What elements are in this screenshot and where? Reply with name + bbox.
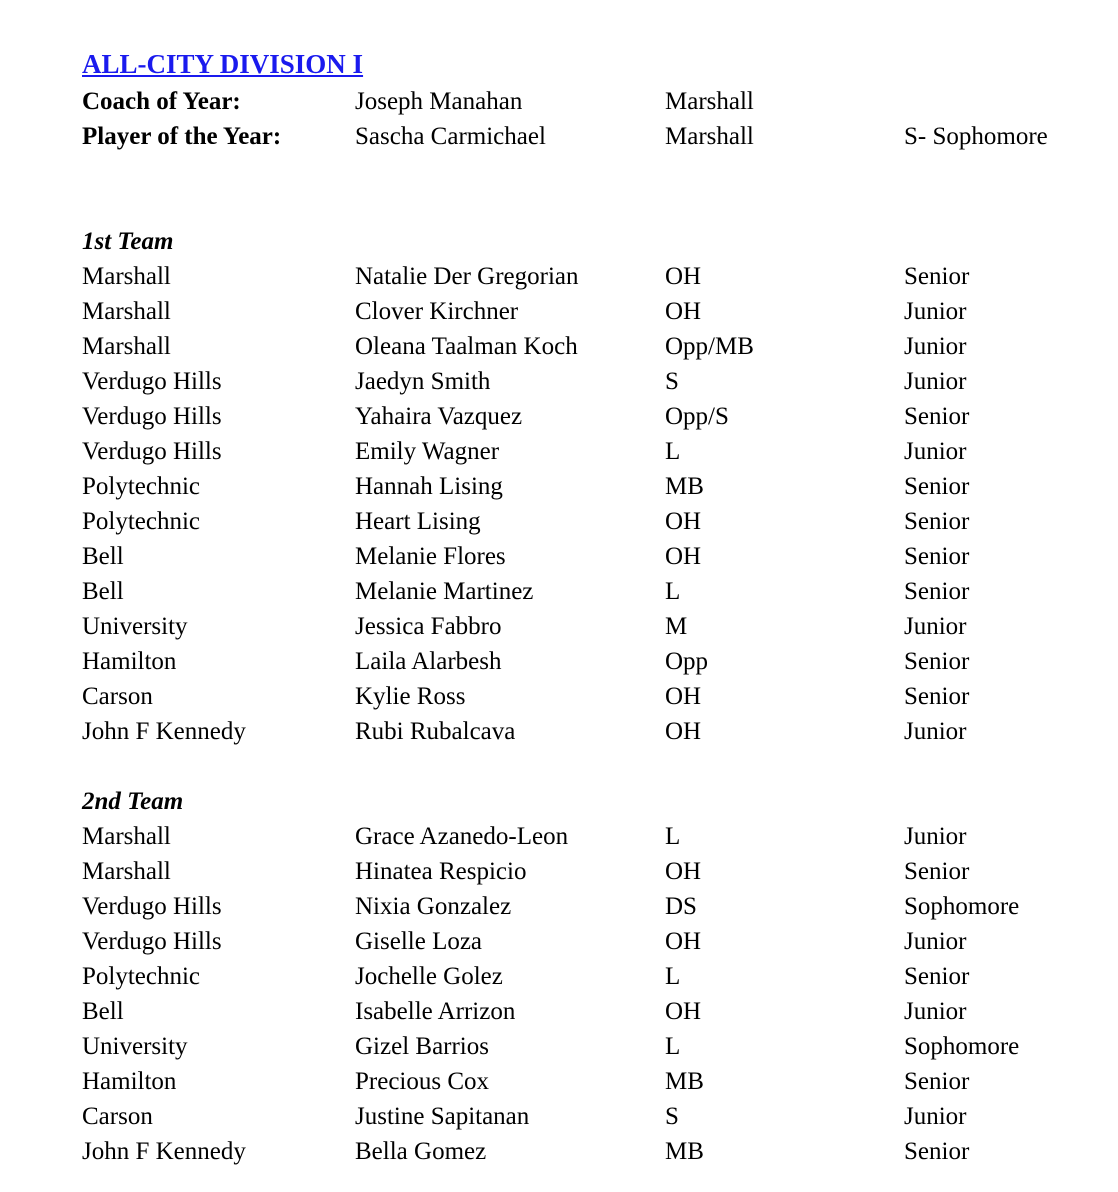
player-row (82, 714, 1082, 749)
player-position: OH (665, 928, 702, 955)
player-school: Marshall (82, 298, 171, 325)
spacer (82, 749, 1082, 784)
player-row (82, 679, 1082, 714)
page-title-link[interactable]: ALL-CITY DIVISION I (82, 49, 364, 79)
player-row (82, 819, 1082, 854)
player-year: Senior (904, 403, 970, 430)
player-row (82, 1134, 1082, 1169)
player-name: Nixia Gonzalez (355, 893, 512, 920)
player-name: Jaedyn Smith (355, 368, 491, 395)
player-row (82, 399, 1082, 434)
player-position: OH (665, 718, 702, 745)
player-year: Junior (904, 613, 967, 640)
player-year: Junior (904, 1103, 967, 1130)
player-position: S (665, 1103, 679, 1130)
player-name: Giselle Loza (355, 928, 483, 955)
player-school: Marshall (82, 858, 171, 885)
player-school: Bell (82, 578, 124, 605)
player-row (82, 434, 1082, 469)
player-year: Senior (904, 1138, 970, 1165)
player-school: Bell (82, 543, 124, 570)
player-position: MB (665, 473, 704, 500)
player-school: Polytechnic (82, 508, 201, 535)
player-name: Hannah Lising (355, 473, 503, 500)
player-school: Marshall (82, 333, 171, 360)
player-row (82, 469, 1082, 504)
player-position: L (665, 1033, 681, 1060)
player-row (82, 924, 1082, 959)
player-name: Rubi Rubalcava (355, 718, 516, 745)
award-name: Sascha Carmichael (355, 123, 546, 150)
player-name: Bella Gomez (355, 1138, 487, 1165)
player-year: Senior (904, 648, 970, 675)
player-year: Junior (904, 718, 967, 745)
player-year: Senior (904, 963, 970, 990)
player-row (82, 644, 1082, 679)
player-school: John F Kennedy (82, 1138, 246, 1165)
player-name: Isabelle Arrizon (355, 998, 516, 1025)
player-position: OH (665, 298, 702, 325)
player-name: Jochelle Golez (355, 963, 503, 990)
award-school: Marshall (665, 88, 754, 115)
player-position: Opp (665, 648, 709, 675)
player-year: Senior (904, 508, 970, 535)
player-name: Natalie Der Gregorian (355, 263, 579, 290)
player-position: Opp/S (665, 403, 729, 430)
player-row (82, 539, 1082, 574)
player-school: Marshall (82, 823, 171, 850)
player-name: Oleana Taalman Koch (355, 333, 578, 360)
player-row (82, 294, 1082, 329)
player-school: University (82, 613, 188, 640)
player-school: University (82, 1033, 188, 1060)
player-name: Kylie Ross (355, 683, 466, 710)
player-name: Gizel Barrios (355, 1033, 489, 1060)
team-heading: 2nd Team (82, 788, 184, 815)
award-row (82, 84, 1082, 119)
player-row (82, 1099, 1082, 1134)
player-school: Marshall (82, 263, 171, 290)
player-name: Jessica Fabbro (355, 613, 502, 640)
player-school: Verdugo Hills (82, 928, 222, 955)
player-row (82, 1064, 1082, 1099)
player-year: Sophomore (904, 1033, 1020, 1060)
player-position: OH (665, 543, 702, 570)
player-position: L (665, 578, 681, 605)
player-name: Grace Azanedo-Leon (355, 823, 569, 850)
player-position: L (665, 963, 681, 990)
player-school: John F Kennedy (82, 718, 246, 745)
player-name: Melanie Martinez (355, 578, 534, 605)
player-row (82, 504, 1082, 539)
player-school: Verdugo Hills (82, 368, 222, 395)
player-year: Senior (904, 683, 970, 710)
player-position: Opp/MB (665, 333, 754, 360)
player-year: Junior (904, 438, 967, 465)
player-row (82, 364, 1082, 399)
player-year: Junior (904, 298, 967, 325)
player-name: Laila Alarbesh (355, 648, 502, 675)
player-position: DS (665, 893, 697, 920)
player-year: Sophomore (904, 893, 1020, 920)
player-school: Hamilton (82, 1068, 177, 1095)
teams-container (82, 224, 1082, 1169)
player-year: Junior (904, 823, 967, 850)
player-year: Junior (904, 368, 967, 395)
player-year: Senior (904, 1068, 970, 1095)
award-row (82, 119, 1082, 154)
player-position: S (665, 368, 679, 395)
player-row (82, 329, 1082, 364)
player-year: Senior (904, 858, 970, 885)
team-section (82, 224, 1082, 749)
player-row (82, 609, 1082, 644)
player-position: MB (665, 1138, 704, 1165)
player-name: Emily Wagner (355, 438, 500, 465)
player-row (82, 994, 1082, 1029)
player-position: OH (665, 683, 702, 710)
player-school: Polytechnic (82, 963, 201, 990)
award-label: Coach of Year: (82, 88, 241, 115)
player-name: Melanie Flores (355, 543, 506, 570)
player-year: Senior (904, 543, 970, 570)
player-position: OH (665, 998, 702, 1025)
player-year: Junior (904, 333, 967, 360)
player-school: Carson (82, 1103, 153, 1130)
award-school: Marshall (665, 123, 754, 150)
player-year: Senior (904, 473, 970, 500)
player-row (82, 854, 1082, 889)
spacer (82, 154, 1082, 224)
award-name: Joseph Manahan (355, 88, 523, 115)
player-school: Verdugo Hills (82, 438, 222, 465)
player-name: Hinatea Respicio (355, 858, 527, 885)
player-position: OH (665, 508, 702, 535)
player-name: Heart Lising (355, 508, 481, 535)
player-row (82, 1029, 1082, 1064)
player-row (82, 574, 1082, 609)
award-label: Player of the Year: (82, 123, 282, 150)
team-heading: 1st Team (82, 228, 174, 255)
player-name: Clover Kirchner (355, 298, 519, 325)
player-school: Hamilton (82, 648, 177, 675)
awards-section (82, 84, 1082, 154)
player-row (82, 889, 1082, 924)
player-school: Carson (82, 683, 153, 710)
player-year: Junior (904, 998, 967, 1025)
player-position: L (665, 823, 681, 850)
player-name: Justine Sapitanan (355, 1103, 530, 1130)
player-position: MB (665, 1068, 704, 1095)
player-position: M (665, 613, 688, 640)
player-year: Junior (904, 928, 967, 955)
player-name: Precious Cox (355, 1068, 490, 1095)
player-school: Verdugo Hills (82, 403, 222, 430)
player-year: Senior (904, 263, 970, 290)
player-position: L (665, 438, 681, 465)
player-year: Senior (904, 578, 970, 605)
player-name: Yahaira Vazquez (355, 403, 523, 430)
player-row (82, 959, 1082, 994)
player-school: Verdugo Hills (82, 893, 222, 920)
document (82, 44, 1082, 1169)
player-school: Bell (82, 998, 124, 1025)
team-section (82, 784, 1082, 1169)
player-school: Polytechnic (82, 473, 201, 500)
player-position: OH (665, 858, 702, 885)
player-row (82, 259, 1082, 294)
player-position: OH (665, 263, 702, 290)
award-extra: S- Sophomore (904, 123, 1048, 150)
